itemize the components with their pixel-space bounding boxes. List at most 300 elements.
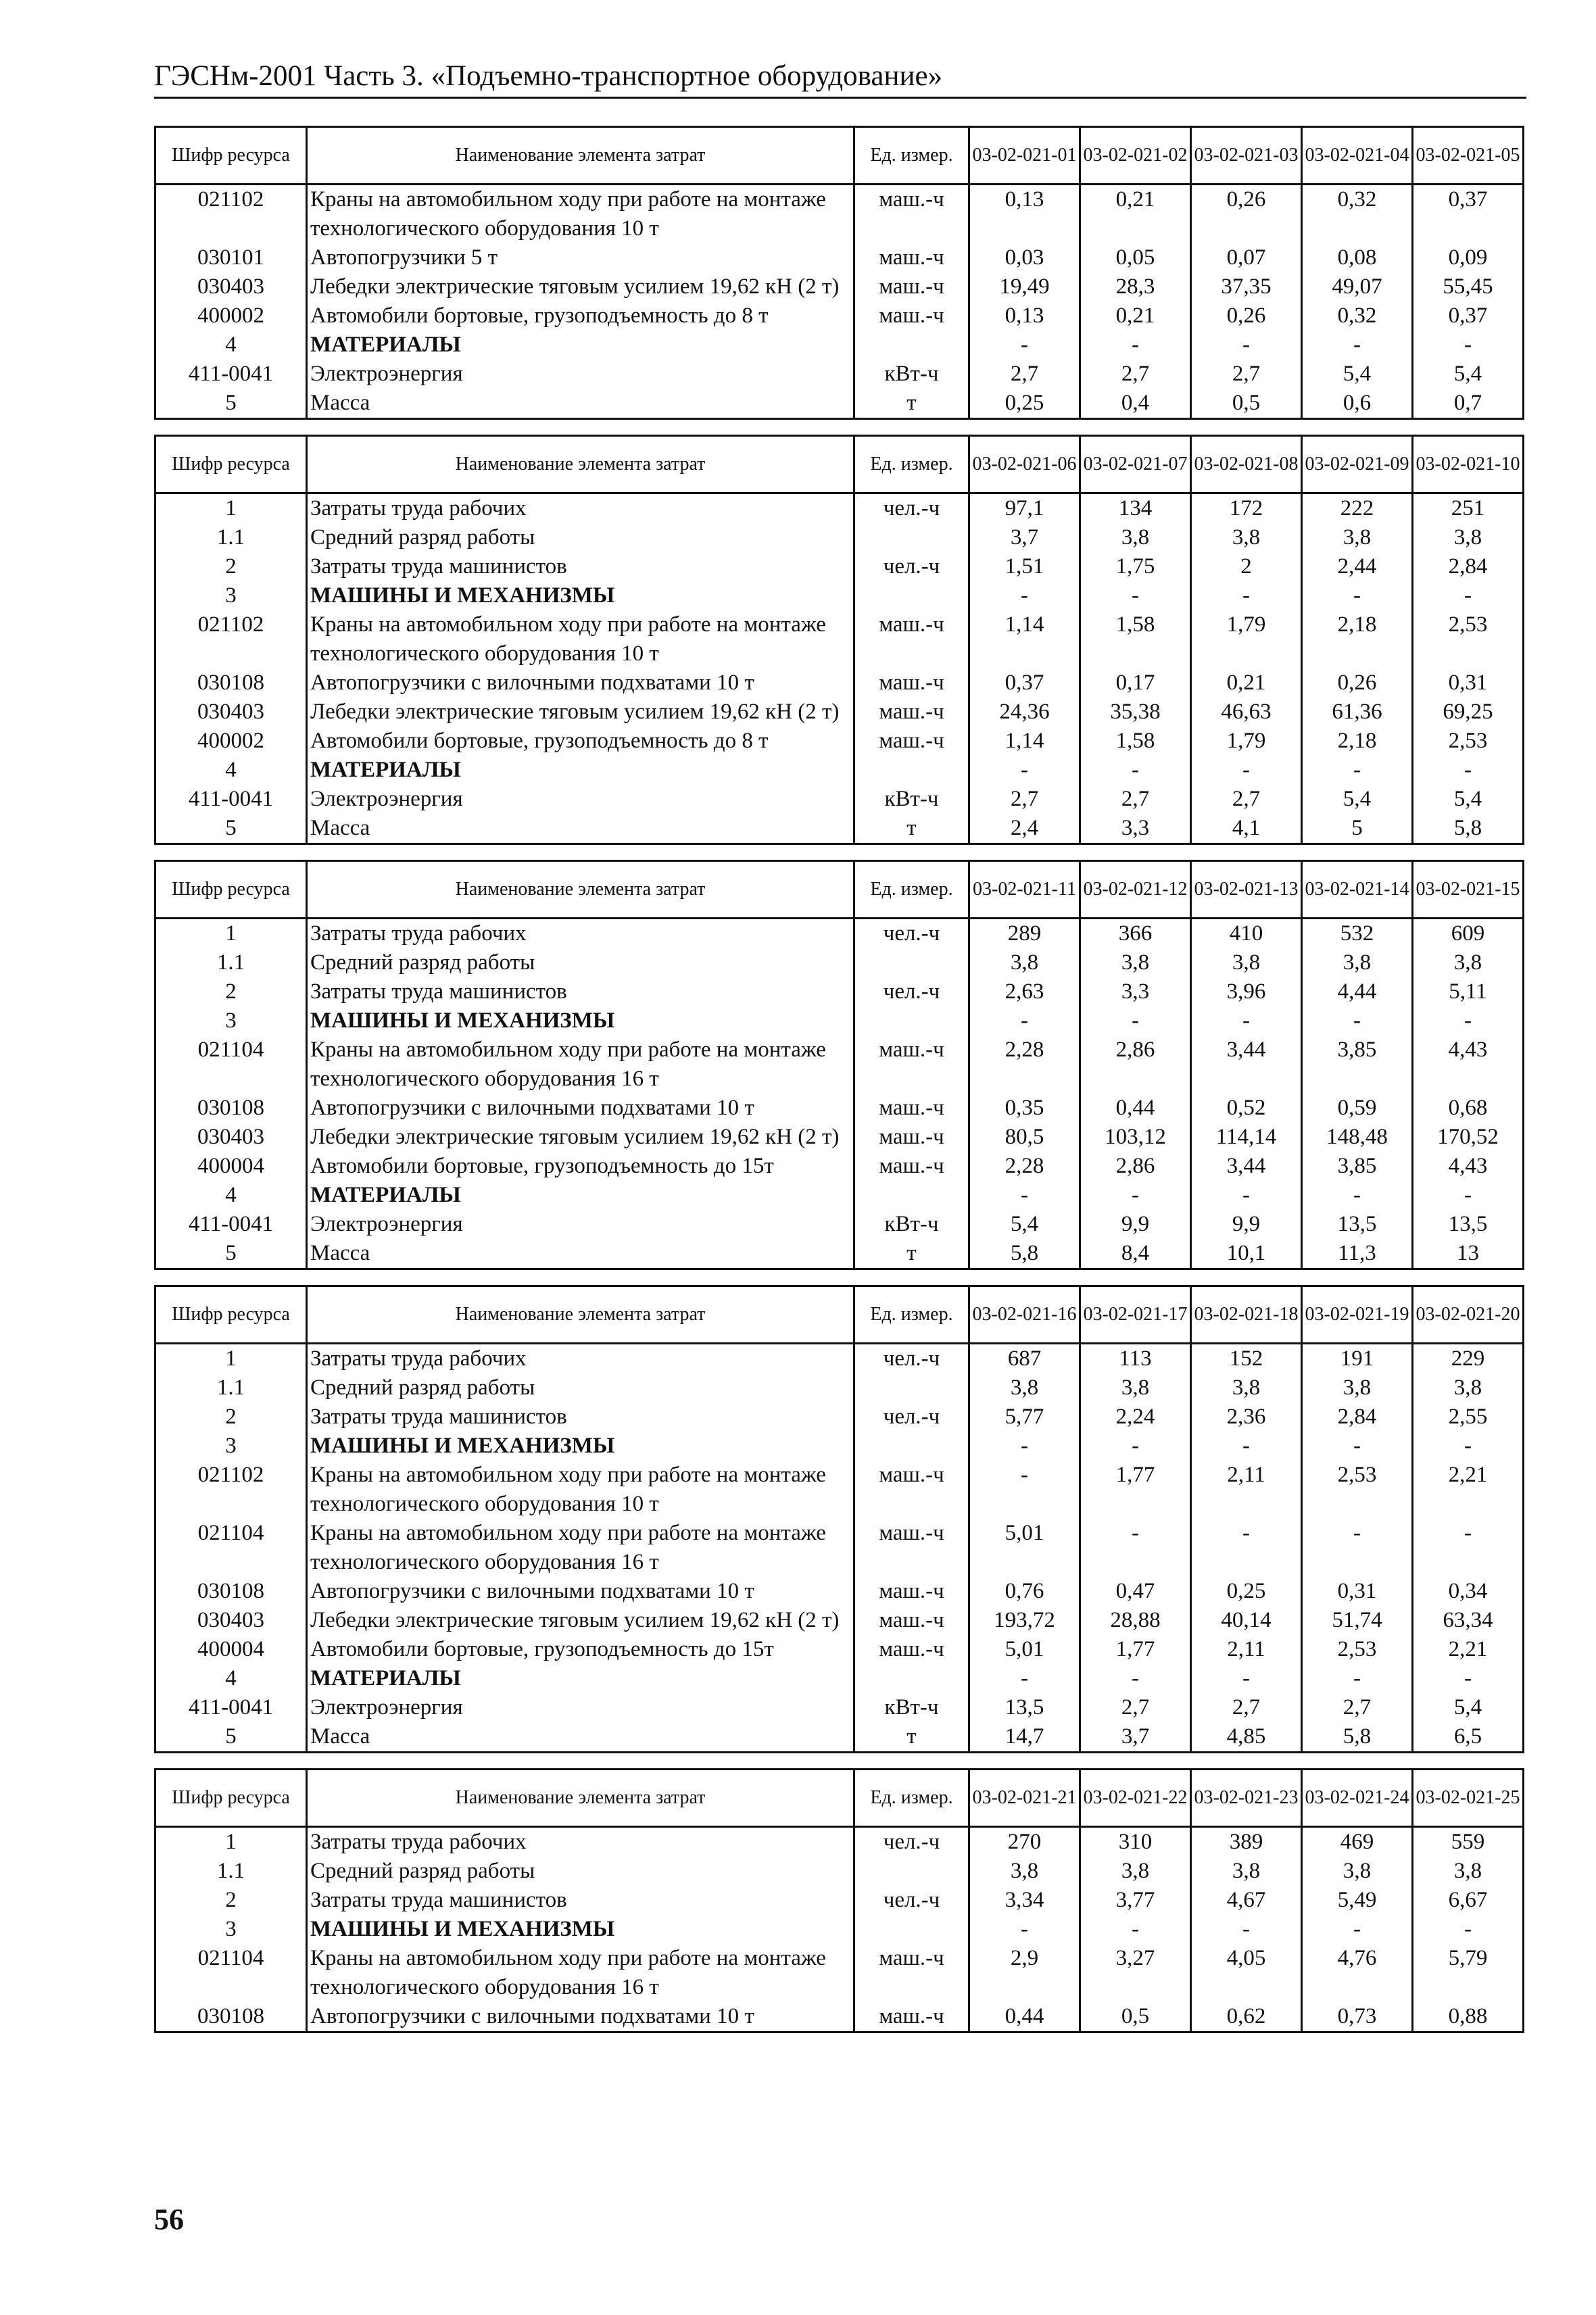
unit: чел.-ч: [854, 1827, 969, 1857]
norm-value: 289: [969, 919, 1080, 949]
cost-element-name: Масса: [307, 389, 854, 419]
table-row: [155, 1035, 1524, 1094]
norm-value: 2,24: [1080, 1403, 1191, 1432]
norm-value: 2,36: [1191, 1403, 1302, 1432]
section-title: МАШИНЫ И МЕХАНИЗМЫ: [307, 581, 854, 610]
table-row: [155, 1344, 1524, 1374]
norm-value: 3,3: [1080, 814, 1191, 844]
norm-value: 3,77: [1080, 1886, 1191, 1915]
norm-value: 0,88: [1413, 2002, 1524, 2032]
norm-value: 0,05: [1080, 243, 1191, 272]
norm-value: 0,26: [1191, 185, 1302, 244]
norm-value: 2,53: [1302, 1635, 1413, 1664]
table-row: [155, 389, 1524, 419]
norm-value: 3,8: [1191, 948, 1302, 977]
unit: т: [854, 1239, 969, 1269]
resource-code: 021104: [155, 1035, 307, 1094]
cost-element-name: Затраты труда машинистов: [307, 552, 854, 581]
norm-value: -: [1302, 331, 1413, 360]
norm-value: 0,21: [1191, 668, 1302, 698]
page-header: [154, 59, 1526, 99]
table-row: [155, 1006, 1524, 1035]
resource-code: 2: [155, 977, 307, 1006]
norm-value: 5,4: [1413, 1693, 1524, 1722]
norm-value: 5,01: [969, 1519, 1080, 1577]
resource-code: 021102: [155, 185, 307, 244]
unit: маш.-ч: [854, 610, 969, 668]
norm-value: 2,7: [1191, 785, 1302, 814]
unit: маш.-ч: [854, 1035, 969, 1094]
header-cost-element: Наименование элемента затрат: [307, 861, 854, 919]
norm-value: 0,17: [1080, 668, 1191, 698]
header-resource-code: Шифр ресурса: [155, 1770, 307, 1827]
table-row: [155, 1664, 1524, 1693]
cost-element-name: Краны на автомобильном ходу при работе на монтаже технологического оборудования 10 т: [307, 610, 854, 668]
norm-value: 1,77: [1080, 1461, 1191, 1519]
norm-value: 103,12: [1080, 1123, 1191, 1152]
norm-value: 2,11: [1191, 1635, 1302, 1664]
header-norm-code: 03-02-021-01: [969, 127, 1080, 185]
unit: чел.-ч: [854, 552, 969, 581]
resource-code: 1: [155, 493, 307, 524]
cost-element-name: Масса: [307, 1722, 854, 1753]
unit: [854, 1432, 969, 1461]
norm-value: 3,8: [1191, 523, 1302, 552]
norm-value: 3,27: [1080, 1944, 1191, 2002]
norm-value: 28,88: [1080, 1606, 1191, 1635]
norm-value: 469: [1302, 1827, 1413, 1857]
norm-value: 251: [1413, 493, 1524, 524]
resource-code: 3: [155, 1915, 307, 1944]
norm-value: 310: [1080, 1827, 1191, 1857]
cost-element-name: Затраты труда машинистов: [307, 1403, 854, 1432]
resource-code: 4: [155, 1181, 307, 1210]
table-row: [155, 243, 1524, 272]
unit: [854, 1664, 969, 1693]
norm-value: 2,44: [1302, 552, 1413, 581]
norm-value: -: [969, 331, 1080, 360]
table-row: [155, 919, 1524, 949]
table-row: [155, 1181, 1524, 1210]
norm-value: -: [1413, 1006, 1524, 1035]
unit: чел.-ч: [854, 1403, 969, 1432]
norm-value: 0,13: [969, 301, 1080, 331]
norm-value: 0,47: [1080, 1577, 1191, 1606]
resource-code: 400002: [155, 727, 307, 756]
norm-value: 4,85: [1191, 1722, 1302, 1753]
norm-value: 0,76: [969, 1577, 1080, 1606]
cost-element-name: Затраты труда рабочих: [307, 1344, 854, 1374]
header-norm-code: 03-02-021-16: [969, 1286, 1080, 1344]
norm-value: 2,63: [969, 977, 1080, 1006]
norm-value: 3,8: [1080, 1857, 1191, 1886]
norm-value: 0,09: [1413, 243, 1524, 272]
unit: т: [854, 814, 969, 844]
unit: кВт-ч: [854, 785, 969, 814]
norm-value: 114,14: [1191, 1123, 1302, 1152]
norm-value: 687: [969, 1344, 1080, 1374]
norm-value: 2,53: [1413, 610, 1524, 668]
norm-value: -: [1080, 1432, 1191, 1461]
unit: маш.-ч: [854, 698, 969, 727]
norm-value: 5,8: [1413, 814, 1524, 844]
resource-code: 021102: [155, 1461, 307, 1519]
table-row: [155, 948, 1524, 977]
norm-value: 559: [1413, 1827, 1524, 1857]
norm-value: 13: [1413, 1239, 1524, 1269]
norm-value: 19,49: [969, 272, 1080, 301]
table-row: [155, 1577, 1524, 1606]
norm-value: 3,8: [1413, 1373, 1524, 1403]
unit: [854, 1006, 969, 1035]
table-row: [155, 301, 1524, 331]
table-row: [155, 2002, 1524, 2032]
resource-code: 3: [155, 1432, 307, 1461]
norm-value: 2,7: [1080, 1693, 1191, 1722]
norm-value: 2,9: [969, 1944, 1080, 2002]
table-row: [155, 1239, 1524, 1269]
norm-value: -: [1302, 1006, 1413, 1035]
unit: т: [854, 1722, 969, 1753]
norm-value: 1,79: [1191, 610, 1302, 668]
norm-value: 0,32: [1302, 301, 1413, 331]
norm-value: 0,68: [1413, 1094, 1524, 1123]
norm-value: -: [969, 1461, 1080, 1519]
resource-code: 5: [155, 814, 307, 844]
norm-value: 69,25: [1413, 698, 1524, 727]
header-cost-element: Наименование элемента затрат: [307, 1770, 854, 1827]
norm-value: 3,34: [969, 1886, 1080, 1915]
resource-code: 3: [155, 581, 307, 610]
norm-value: -: [1413, 1915, 1524, 1944]
norm-value: 5,4: [1302, 360, 1413, 389]
norm-value: 3,8: [1302, 1857, 1413, 1886]
norm-value: 40,14: [1191, 1606, 1302, 1635]
unit: [854, 1181, 969, 1210]
norm-value: 1,77: [1080, 1635, 1191, 1664]
norm-value: -: [1080, 1915, 1191, 1944]
norm-value: 0,03: [969, 243, 1080, 272]
norm-value: 0,32: [1302, 185, 1413, 244]
norm-value: 4,1: [1191, 814, 1302, 844]
norm-value: 1,58: [1080, 610, 1191, 668]
table-header-row: [155, 436, 1524, 493]
norm-value: 63,34: [1413, 1606, 1524, 1635]
cost-element-name: Средний разряд работы: [307, 1373, 854, 1403]
table-row: [155, 1210, 1524, 1239]
resource-code: 030108: [155, 2002, 307, 2032]
norm-value: 172: [1191, 493, 1302, 524]
header-norm-code: 03-02-021-03: [1191, 127, 1302, 185]
norm-value: 0,52: [1191, 1094, 1302, 1123]
header-cost-element: Наименование элемента затрат: [307, 127, 854, 185]
norm-value: 2,53: [1302, 1461, 1413, 1519]
norm-value: 270: [969, 1827, 1080, 1857]
norm-value: 222: [1302, 493, 1413, 524]
norm-value: 0,59: [1302, 1094, 1413, 1123]
norm-value: 366: [1080, 919, 1191, 949]
norm-value: -: [1302, 1181, 1413, 1210]
norm-value: 0,37: [1413, 185, 1524, 244]
resource-code: 3: [155, 1006, 307, 1035]
header-norm-code: 03-02-021-15: [1413, 861, 1524, 919]
norm-value: -: [1191, 1519, 1302, 1577]
cost-element-name: Масса: [307, 1239, 854, 1269]
norm-value: 3,8: [969, 948, 1080, 977]
unit: [854, 581, 969, 610]
norm-value: 3,96: [1191, 977, 1302, 1006]
norm-value: 2,21: [1413, 1461, 1524, 1519]
unit: маш.-ч: [854, 272, 969, 301]
norm-value: 3,8: [1302, 948, 1413, 977]
norm-value: 4,43: [1413, 1152, 1524, 1181]
cost-element-name: Лебедки электрические тяговым усилием 19,62 кН (2 т): [307, 1123, 854, 1152]
header-cost-element: Наименование элемента затрат: [307, 1286, 854, 1344]
norms-table: [154, 1768, 1524, 2033]
norm-value: -: [1413, 756, 1524, 785]
unit: маш.-ч: [854, 185, 969, 244]
norm-value: 28,3: [1080, 272, 1191, 301]
table-row: [155, 814, 1524, 844]
cost-element-name: Затраты труда рабочих: [307, 919, 854, 949]
table-header-row: [155, 1286, 1524, 1344]
table-row: [155, 1094, 1524, 1123]
cost-element-name: Краны на автомобильном ходу при работе на монтаже технологического оборудования 16 т: [307, 1519, 854, 1577]
norm-value: 5,4: [1413, 785, 1524, 814]
header-norm-code: 03-02-021-24: [1302, 1770, 1413, 1827]
unit: маш.-ч: [854, 1944, 969, 2002]
norm-value: 2,7: [1080, 360, 1191, 389]
norm-value: 3,8: [1191, 1857, 1302, 1886]
norm-value: 0,21: [1080, 185, 1191, 244]
table-row: [155, 1123, 1524, 1152]
norm-value: 2,18: [1302, 610, 1413, 668]
header-unit: Ед. измер.: [854, 436, 969, 493]
norm-value: 3,8: [1080, 948, 1191, 977]
resource-code: 030108: [155, 668, 307, 698]
table-row: [155, 552, 1524, 581]
norm-value: -: [969, 581, 1080, 610]
cost-element-name: Лебедки электрические тяговым усилием 19,62 кН (2 т): [307, 1606, 854, 1635]
norm-value: -: [1080, 331, 1191, 360]
norm-value: 3,8: [1302, 523, 1413, 552]
unit: чел.-ч: [854, 493, 969, 524]
norm-value: -: [969, 1915, 1080, 1944]
norm-value: 6,5: [1413, 1722, 1524, 1753]
norm-value: 8,4: [1080, 1239, 1191, 1269]
norm-value: 3,8: [1302, 1373, 1413, 1403]
unit: кВт-ч: [854, 1693, 969, 1722]
table-header-row: [155, 861, 1524, 919]
norm-value: 5,49: [1302, 1886, 1413, 1915]
norms-table: [154, 860, 1524, 1270]
header-resource-code: Шифр ресурса: [155, 861, 307, 919]
norm-value: 3,44: [1191, 1152, 1302, 1181]
norm-value: 0,26: [1191, 301, 1302, 331]
cost-element-name: Автопогрузчики с вилочными подхватами 10 т: [307, 2002, 854, 2032]
norm-value: 2,7: [1302, 1693, 1413, 1722]
norm-value: 410: [1191, 919, 1302, 949]
norm-value: 134: [1080, 493, 1191, 524]
table-row: [155, 185, 1524, 244]
norm-value: 5: [1302, 814, 1413, 844]
unit: маш.-ч: [854, 1461, 969, 1519]
norm-value: 5,4: [969, 1210, 1080, 1239]
resource-code: 400002: [155, 301, 307, 331]
cost-element-name: Затраты труда рабочих: [307, 1827, 854, 1857]
norm-value: 0,37: [969, 668, 1080, 698]
norm-value: 3,8: [1413, 1857, 1524, 1886]
norm-value: 0,5: [1080, 2002, 1191, 2032]
norm-value: 2,7: [1080, 785, 1191, 814]
cost-element-name: Краны на автомобильном ходу при работе на монтаже технологического оборудования 16 т: [307, 1944, 854, 2002]
resource-code: 021104: [155, 1944, 307, 2002]
norm-value: 1,75: [1080, 552, 1191, 581]
cost-element-name: Лебедки электрические тяговым усилием 19,62 кН (2 т): [307, 698, 854, 727]
resource-code: 030403: [155, 1606, 307, 1635]
norm-value: 0,37: [1413, 301, 1524, 331]
norm-value: 37,35: [1191, 272, 1302, 301]
norm-value: 2,28: [969, 1152, 1080, 1181]
resource-code: 1: [155, 1344, 307, 1374]
norm-value: -: [1413, 1432, 1524, 1461]
section-title: МАШИНЫ И МЕХАНИЗМЫ: [307, 1006, 854, 1035]
table-row: [155, 668, 1524, 698]
norm-value: 2,86: [1080, 1035, 1191, 1094]
resource-code: 400004: [155, 1152, 307, 1181]
norm-value: 5,77: [969, 1403, 1080, 1432]
cost-element-name: Краны на автомобильном ходу при работе на монтаже технологического оборудования 10 т: [307, 185, 854, 244]
header-norm-code: 03-02-021-02: [1080, 127, 1191, 185]
norm-value: -: [1191, 1006, 1302, 1035]
norm-value: 4,43: [1413, 1035, 1524, 1094]
header-norm-code: 03-02-021-20: [1413, 1286, 1524, 1344]
unit: чел.-ч: [854, 977, 969, 1006]
unit: маш.-ч: [854, 2002, 969, 2032]
norm-value: -: [1080, 1664, 1191, 1693]
norm-value: 0,34: [1413, 1577, 1524, 1606]
document-title: ГЭСНм-2001 Часть 3. «Подъемно-транспортное оборудование»: [154, 60, 943, 92]
resource-code: 1.1: [155, 1373, 307, 1403]
resource-code: 1.1: [155, 523, 307, 552]
norm-value: 3,3: [1080, 977, 1191, 1006]
norm-value: 2,21: [1413, 1635, 1524, 1664]
norm-value: -: [1302, 756, 1413, 785]
table-header-row: [155, 127, 1524, 185]
norm-value: 9,9: [1080, 1210, 1191, 1239]
norm-value: 5,01: [969, 1635, 1080, 1664]
header-norm-code: 03-02-021-12: [1080, 861, 1191, 919]
cost-element-name: Электроэнергия: [307, 1210, 854, 1239]
cost-element-name: Средний разряд работы: [307, 1857, 854, 1886]
table-header-row: [155, 1770, 1524, 1827]
section-title: МАШИНЫ И МЕХАНИЗМЫ: [307, 1432, 854, 1461]
resource-code: 030108: [155, 1094, 307, 1123]
table-row: [155, 272, 1524, 301]
cost-element-name: Автопогрузчики с вилочными подхватами 10 т: [307, 668, 854, 698]
norm-value: -: [1413, 1519, 1524, 1577]
norm-value: 2,7: [1191, 360, 1302, 389]
header-cost-element: Наименование элемента затрат: [307, 436, 854, 493]
cost-element-name: Электроэнергия: [307, 1693, 854, 1722]
norm-value: 113: [1080, 1344, 1191, 1374]
header-unit: Ед. измер.: [854, 127, 969, 185]
unit: [854, 1915, 969, 1944]
norm-value: -: [1191, 1664, 1302, 1693]
cost-element-name: Краны на автомобильном ходу при работе на монтаже технологического оборудования 10 т: [307, 1461, 854, 1519]
norm-value: 97,1: [969, 493, 1080, 524]
table-row: [155, 581, 1524, 610]
unit: кВт-ч: [854, 1210, 969, 1239]
unit: чел.-ч: [854, 1886, 969, 1915]
norm-value: 5,4: [1413, 360, 1524, 389]
resource-code: 021104: [155, 1519, 307, 1577]
norm-value: 3,8: [1080, 1373, 1191, 1403]
resource-code: 2: [155, 552, 307, 581]
cost-element-name: Автомобили бортовые, грузоподъемность до 15т: [307, 1635, 854, 1664]
norm-value: 0,25: [1191, 1577, 1302, 1606]
norm-value: 152: [1191, 1344, 1302, 1374]
norm-value: -: [1080, 756, 1191, 785]
cost-element-name: Масса: [307, 814, 854, 844]
norm-value: -: [1302, 1664, 1413, 1693]
norm-value: 3,8: [1413, 948, 1524, 977]
norm-value: 0,31: [1302, 1577, 1413, 1606]
norm-value: 0,5: [1191, 389, 1302, 419]
header-unit: Ед. измер.: [854, 861, 969, 919]
norm-value: 61,36: [1302, 698, 1413, 727]
norm-value: 0,4: [1080, 389, 1191, 419]
norm-value: -: [1191, 1181, 1302, 1210]
unit: маш.-ч: [854, 1606, 969, 1635]
norm-value: 0,25: [969, 389, 1080, 419]
table-row: [155, 756, 1524, 785]
cost-element-name: Краны на автомобильном ходу при работе на монтаже технологического оборудования 16 т: [307, 1035, 854, 1094]
unit: маш.-ч: [854, 1152, 969, 1181]
norm-value: 3,8: [969, 1857, 1080, 1886]
header-norm-code: 03-02-021-09: [1302, 436, 1413, 493]
norm-value: -: [1191, 1915, 1302, 1944]
norm-value: 2,84: [1302, 1403, 1413, 1432]
header-norm-code: 03-02-021-07: [1080, 436, 1191, 493]
norm-value: 2,84: [1413, 552, 1524, 581]
norm-value: -: [969, 1181, 1080, 1210]
norm-value: -: [1302, 581, 1413, 610]
unit: маш.-ч: [854, 727, 969, 756]
norm-value: 5,4: [1302, 785, 1413, 814]
header-unit: Ед. измер.: [854, 1286, 969, 1344]
norm-value: 2,7: [969, 360, 1080, 389]
page-number: 56: [154, 2203, 184, 2236]
resource-code: 4: [155, 756, 307, 785]
norm-value: 2: [1191, 552, 1302, 581]
norm-value: -: [969, 1664, 1080, 1693]
norm-value: -: [1191, 756, 1302, 785]
unit: кВт-ч: [854, 360, 969, 389]
resource-code: 411-0041: [155, 360, 307, 389]
norm-value: 3,44: [1191, 1035, 1302, 1094]
resource-code: 1.1: [155, 1857, 307, 1886]
norm-value: 609: [1413, 919, 1524, 949]
table-row: [155, 1373, 1524, 1403]
header-norm-code: 03-02-021-14: [1302, 861, 1413, 919]
norm-value: -: [1080, 1181, 1191, 1210]
norm-value: 0,35: [969, 1094, 1080, 1123]
norm-value: 3,8: [1413, 523, 1524, 552]
norm-value: 3,85: [1302, 1152, 1413, 1181]
table-row: [155, 1857, 1524, 1886]
norm-value: -: [969, 756, 1080, 785]
